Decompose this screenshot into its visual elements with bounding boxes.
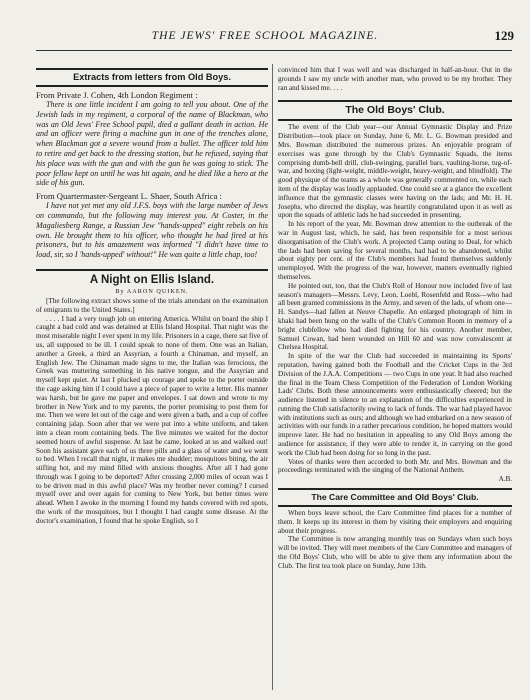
section-rule [278, 505, 512, 507]
oldboys-para1: The event of the Club year—our Annual Gymnastic Display and Prize Distribution—took place on Sunday, June 6, Mr. L. G. Bowman presided and Mrs. Bowman distributed the numerous prizes. An enjoyable program of exercises was gone through by the Club's Gymnastic Squads, the items comprising dumb-bell drill, club-swinging, parallel bars, vaulting-horse, tug-of-war, and boxing (light-weight, middle-weight, heavy-weight, and blindfold). The good physique of the teams as a whole was generally commented on, while each item of the display was loudly applauded. One could see at a glance the excellent influence that the gymnastic classes were having on the lads; and Mr. H. H. Josephs, who directed the display, was heartily congratulated upon it as well as upon the squads of athletic lads he had succeeded in presenting. [278, 123, 512, 220]
oldboys-para5: Votes of thanks were then accorded to both Mr. and Mrs. Bowman and the proceedings terminated with the singing of the National Anthem. [278, 457, 512, 475]
magazine-title: THE JEWS' FREE SCHOOL MAGAZINE. [151, 30, 379, 42]
letter1-body: There is one little incident I am going to tell you about. One of the Jewish lads in my regiment, a corporal of the name of Blackman, who was an Old Jews' Free School pupil, died a gallant death in action. He and an officer were firing a machine gun in one of the trenches alone, when Blackman got a severe wound from a bullet. The officer told him to retire and get back to the dressing station, but he refused, saying that his place was with the gun and with the gun he was going to stick. The poor fellow kept on until he was hit again, and he died like a hero at the side of his gun. [36, 100, 268, 188]
care-para2: The Committee is now arranging monthly teas on Sundays when such boys will be invited. They will meet members of the Care Committee and managers of the Old Boys' Club, who will be able to give them any information about the Club. The first tea took place on Sunday, June 13th. [278, 535, 512, 570]
running-header [0, 30, 530, 50]
ellis-heading: A Night on Ellis Island. [89, 273, 215, 286]
letter1-from: From Private J. Cohen, 4th London Regiment : [36, 90, 198, 100]
ellis-continuation: convinced him that I was well and was discharged in half-an-hour. Out in the grounds I saw my uncle with another man, who proved to be my brother. They ran and kissed me. . . . [278, 66, 512, 92]
section-rule [36, 269, 268, 271]
section-rule [278, 488, 512, 490]
letter2-from: From Quartermaster-Sergeant L. Shaer, South Africa : [36, 191, 222, 202]
oldboys-para4: In spite of the war the Club had succeeded in maintaining its Sports' reputation, having gained both the Football and the Cricket Cups in the 3rd Division of the J.A.A. Competitions — two Cups in one year. It had also reached the final in the Team Chess Competition of the Federation of London Working Lads' Clubs. Both these announcements were enthusiastically cheered; but the audience listened in silence to an explanation of the difficulties experienced in running the Club satisfactorily owing to lack of funds. The war had played havoc with institutions such as ours; and although we had embarked on a new season of activities with our funds in a rather precarious condition, he hoped matters would improve later. He had no hesitation in appealing to any Old Boys among the audience for assistance, if they were able to render it, in carrying on the good work the Club had been doing for so long in the past. [278, 352, 512, 457]
oldboys-para2: In his report of the year, Mr. Bowman drew attention to the outbreak of the war in August last, which, he said, has been responsible for a most serious disorganisation of the Club's work. A projected Camp outing to Deal, for which the lads had been saving for several months, had had to be abandoned, whilst about eighty per cent. of the Club's members had found themselves suddenly unemployed. With the progress of the war, however, matters eventually righted themselves. [278, 220, 512, 281]
left-column [36, 66, 268, 691]
right-column [278, 66, 512, 691]
section-rule [278, 100, 512, 102]
page-number: 129 [494, 28, 514, 43]
ellis-intro: [The following extract shows some of the trials attendant on the examination of emigrants to the United States.] [36, 296, 268, 314]
oldboys-heading: The Old Boys' Club. [345, 104, 445, 117]
care-para1: When boys leave school, the Care Committee find places for a number of them. It keeps up its interest in them by visiting their employers and enquiring about their progress. [278, 509, 512, 535]
section-rule [278, 119, 512, 121]
extracts-heading: Extracts from letters from Old Boys. [73, 72, 231, 82]
ellis-byline: By AARON QUIKEN. [115, 287, 189, 295]
ellis-body: . . . . I had a very tough job on entering America. Whilst on board the ship I caught a bad cold and was detained at Ellis Island Hospital. That night was the most miserable night I ever spent in my life. Prisoners in a cage, there sat five of us, all supposed to be ill. I could speak to none of them. One was an Italian, another a Greek, a third an Assyrian, a fourth a Chinaman, and myself, an English Jew. The Chinaman made signs to me, the Italian was ferocious, the Greek was muttering something in his native tongue, and the Assyrian and myself kept quiet. At last I plucked up courage and spoke to the porter outside the cage asking him if I could have a piece of paper to write a letter. His manner was harsh, but he gave me paper and envelopes. I sat down and wrote to my brother in New York and to my parents, the porter promising to post them for me. Then we were let out of the cage and were given a bath, and a cup of coffee containing jalap. Soon after that we were put into a white uniform, and taken into a clean room containing beds. The five minutes we waited for the doctor seemed hours of awful suspense. At last he came, looked at us and walked out! Soon his assistant gave each of us three pills and a glass of water and we went to bed. When I recall that night, it makes me shudder; mosquitoes biting, the air stifling hot, and my mind filled with anxious thoughts. After all I had gone through was I going to be deported? After crossing 2,000 miles of ocean was I to be driven mad in this awful place? Was my brother never coming? I cursed myself over and over again for coming to New York, but better times were ahead. When I awoke in the morning I found my hands covered with red spots, the work of the mosquitoes, but I thought I had caught some disease. At the doctor's examination, I found that he spoke English, so I [36, 314, 268, 525]
header-rule [36, 50, 512, 51]
column-divider [272, 64, 273, 690]
section-rule [36, 85, 268, 87]
oldboys-signature: A.B. [498, 475, 512, 484]
section-rule [36, 68, 268, 70]
care-heading: The Care Committee and Old Boys' Club. [311, 492, 479, 503]
letter2-body: I have not yet met any old J.F.S. boys with the large number of Jews on commando, but the following may interest you. At Coster, in the Magaliesberg Range, a Russian Jew "hands-upped" eight rebels on his own. He brought them to his officer, who thought he had fired at his prisoners, but to his amazement was informed "I didn't have time to load, sir, so I 'hands-upped' without!" He was quite a little chap, too! [36, 201, 268, 260]
oldboys-para3: He pointed out, too, that the Club's Roll of Honour now included five of last season's managers—Messrs. Levy, Leon, Loebl, Rosenfeld and Ross—who had all been granted commissions in the Army, and seven of the lads, of whom one—H. Sandys—had fallen at Neuve Chapelle. An enlarged photograph of him in khaki had been hung on the walls of the Club's Common Room in memory of a bright clubfellow who had died fighting for his country. Another member, Samuel Cowan, had been wounded on Hill 60 and was now convalescent at Chelsea Hospital. [278, 281, 512, 352]
